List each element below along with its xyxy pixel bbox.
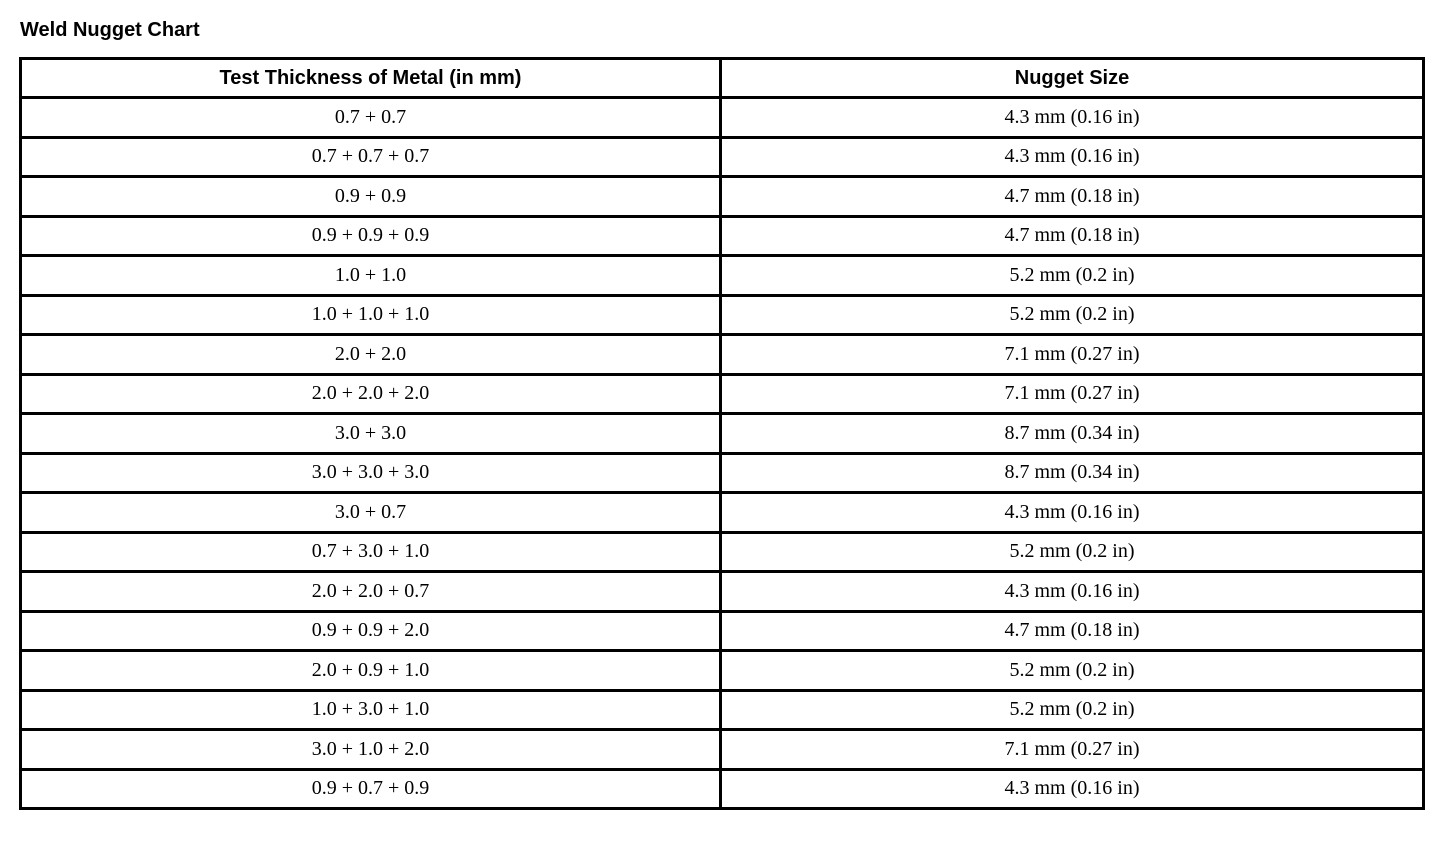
weld-nugget-table [19,57,1425,810]
thickness-cell: 2.0 + 2.0 + 0.7 [21,572,721,612]
thickness-cell: 2.0 + 0.9 + 1.0 [21,651,721,691]
table-body [21,98,1424,809]
table-row [21,137,1424,177]
thickness-cell: 0.9 + 0.7 + 0.9 [21,769,721,809]
thickness-cell: 0.9 + 0.9 + 2.0 [21,611,721,651]
nugget-size-cell: 4.3 mm (0.16 in) [721,98,1424,138]
nugget-size-cell: 5.2 mm (0.2 in) [721,532,1424,572]
nugget-size-cell: 7.1 mm (0.27 in) [721,335,1424,375]
page-title: Weld Nugget Chart [20,19,200,41]
nugget-size-cell: 4.3 mm (0.16 in) [721,137,1424,177]
thickness-cell: 2.0 + 2.0 + 2.0 [21,374,721,414]
table-row [21,453,1424,493]
table-row [21,98,1424,138]
nugget-size-cell: 4.3 mm (0.16 in) [721,572,1424,612]
thickness-cell: 3.0 + 0.7 [21,493,721,533]
nugget-size-cell: 7.1 mm (0.27 in) [721,730,1424,770]
column-header-nugget-size: Nugget Size [721,59,1424,98]
table-row [21,690,1424,730]
table-row [21,256,1424,296]
thickness-cell: 3.0 + 3.0 + 3.0 [21,453,721,493]
nugget-size-cell: 5.2 mm (0.2 in) [721,690,1424,730]
nugget-size-cell: 4.7 mm (0.18 in) [721,611,1424,651]
nugget-size-cell: 4.7 mm (0.18 in) [721,177,1424,217]
nugget-size-cell: 4.7 mm (0.18 in) [721,216,1424,256]
nugget-size-cell: 5.2 mm (0.2 in) [721,651,1424,691]
column-header-thickness: Test Thickness of Metal (in mm) [21,59,721,98]
nugget-size-cell: 4.3 mm (0.16 in) [721,769,1424,809]
thickness-cell: 2.0 + 2.0 [21,335,721,375]
thickness-cell: 0.9 + 0.9 + 0.9 [21,216,721,256]
thickness-cell: 1.0 + 3.0 + 1.0 [21,690,721,730]
thickness-cell: 0.9 + 0.9 [21,177,721,217]
thickness-cell: 1.0 + 1.0 [21,256,721,296]
table-row [21,532,1424,572]
nugget-size-cell: 8.7 mm (0.34 in) [721,453,1424,493]
table-row [21,374,1424,414]
thickness-cell: 1.0 + 1.0 + 1.0 [21,295,721,335]
nugget-size-cell: 4.3 mm (0.16 in) [721,493,1424,533]
thickness-cell: 3.0 + 3.0 [21,414,721,454]
thickness-cell: 0.7 + 3.0 + 1.0 [21,532,721,572]
thickness-cell: 3.0 + 1.0 + 2.0 [21,730,721,770]
table-row [21,216,1424,256]
thickness-cell: 0.7 + 0.7 + 0.7 [21,137,721,177]
table-row [21,651,1424,691]
table-row [21,414,1424,454]
nugget-size-cell: 5.2 mm (0.2 in) [721,295,1424,335]
table-row [21,177,1424,217]
nugget-size-cell: 5.2 mm (0.2 in) [721,256,1424,296]
nugget-size-cell: 7.1 mm (0.27 in) [721,374,1424,414]
table-row [21,295,1424,335]
table-row [21,572,1424,612]
thickness-cell: 0.7 + 0.7 [21,98,721,138]
table-header [21,59,1424,98]
nugget-size-cell: 8.7 mm (0.34 in) [721,414,1424,454]
table-header-row [21,59,1424,98]
table-row [21,611,1424,651]
table-row [21,493,1424,533]
table-row [21,769,1424,809]
table-row [21,335,1424,375]
table-row [21,730,1424,770]
